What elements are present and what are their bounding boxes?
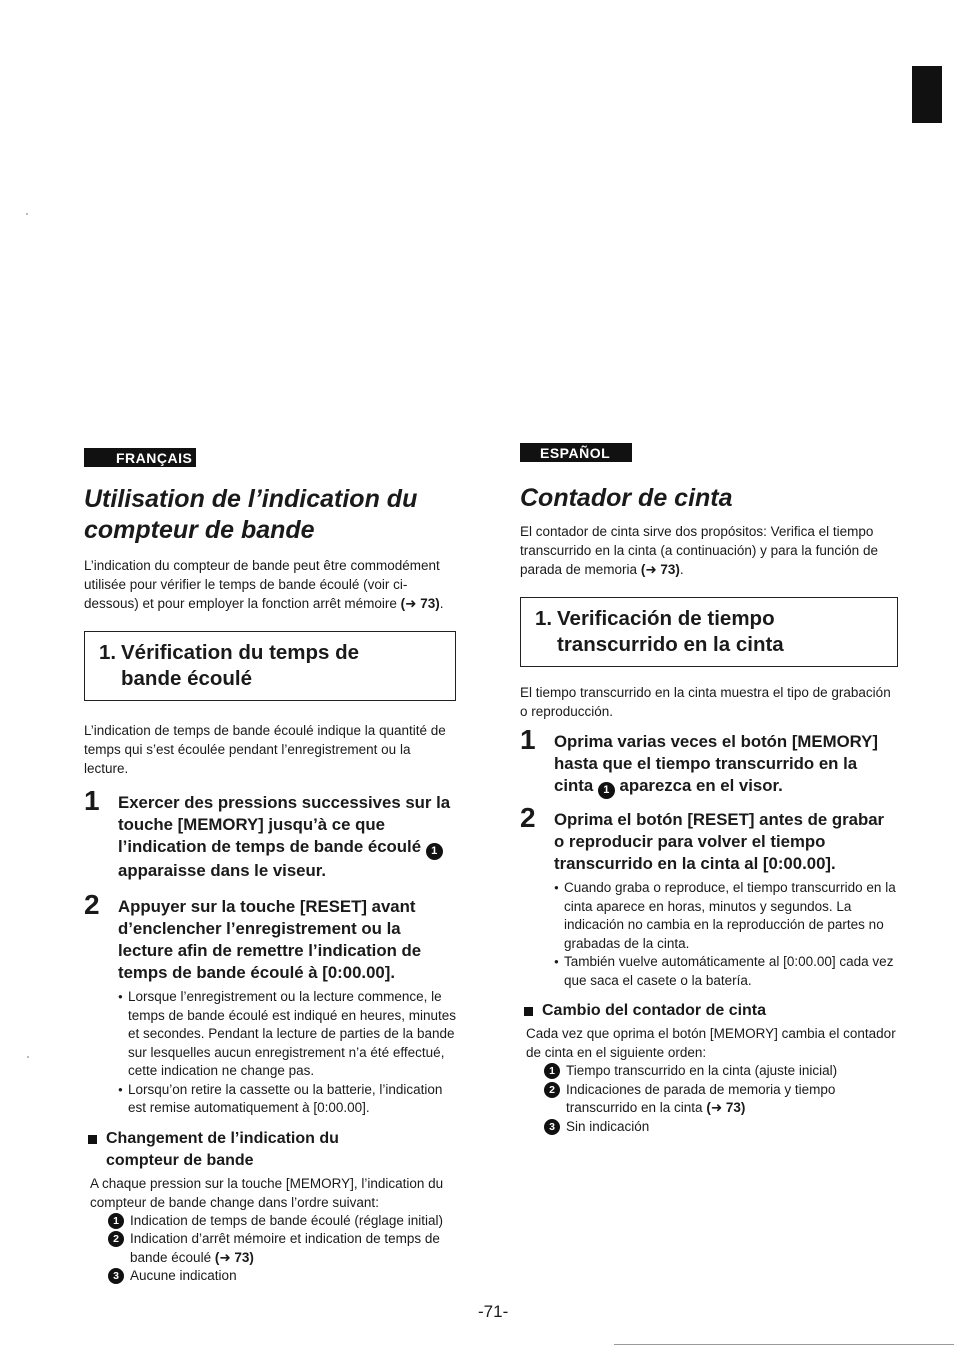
list-item: 1 Tiempo transcurrido en la cinta (ajuste inicial) [520,1062,898,1081]
french-section-heading-box [84,631,456,701]
spanish-intro: El contador de cinta sirve dos propósitos: Verifica el tiempo transcurrido en la cinta (a continuación) y para la función de parada de memoria (➜ 73). [520,524,878,577]
square-bullet-icon [524,1007,533,1016]
step-number: 2 [520,802,536,833]
spanish-subsection-heading: Cambio del contador de cinta [520,1000,898,1022]
spanish-section-paragraph: El tiempo transcurrido en la cinta muestra el tipo de grabación o reproducción. [520,685,891,719]
french-intro: L’indication du compteur de bande peut être commodément utilisée pour vérifier le temps de bande écoulé (voir ci-dessous) et pour employer la fonction arrêt mémoire (➜ 73). [84,558,444,611]
circled-number-1-icon: 1 [108,1213,124,1229]
french-section-paragraph: L’indication de temps de bande écoulé indique la quantité de temps qui s’est écoulée pendant l’enregistrement ou la lecture. [84,723,446,776]
step-number: 1 [520,724,536,755]
list-item: ● Lorsqu’on retire la cassette ou la batterie, l’indication est remise automatiquement à [0:00.00]. [118,1081,456,1118]
list-item: 3 Aucune indication [84,1267,456,1286]
circled-number-3-icon: 3 [544,1119,560,1135]
french-subsection-paragraph: A chaque pression sur la touche [MEMORY], l’indication du compteur de bande change dans l’ordre suivant: [90,1175,444,1210]
circled-number-1-icon: 1 [544,1063,560,1079]
list-item: ● Lorsque l’enregistrement ou la lecture commence, le temps de bande écoulé est indiqué en heures, minutes et secondes. Pendant la lecture de parties de la bande sur lesquelles aucun enregistrement n’a été effectué, cette indication ne change pas. [118,988,456,1081]
french-section-heading: 1. Vérification du temps de bande écoulé [99,641,360,690]
list-item: 2 Indication d’arrêt mémoire et indication de temps de bande écoulé (➜ 73) [84,1230,456,1267]
french-step-2: 2 Appuyer sur la touche [RESET] avant d’enclencher l’enregistrement ou la lecture afin de remettre l’indication de temps de bande écoulé à [0:00.00]. [84,889,422,982]
page-number: -71- [478,1302,509,1321]
spanish-section-heading: 1. Verificación de tiempo transcurrido en la cinta [535,607,784,656]
page-reference: (➜ 73) [640,562,680,577]
list-item: 1 Indication de temps de bande écoulé (réglage initial) [84,1212,456,1231]
french-title-line-1: Utilisation de l’indication du [84,485,418,513]
french-subsection-heading: Changement de l’indication du compteur de bande [84,1128,456,1172]
scan-speck [26,213,28,215]
spanish-step-2: 2 Oprima el botón [RESET] antes de grabar o reproducir para volver el tiempo transcurrido en la cinta al [0:00.00]. [520,802,885,873]
french-column [84,448,456,1286]
chapter-edge-tab [912,66,942,123]
circled-number-1-icon: 1 [598,782,615,799]
spanish-title: Contador de cinta [520,484,733,512]
spanish-column [520,443,898,1136]
spanish-subsection-paragraph: Cada vez que oprima el botón [MEMORY] cambia el contador de cinta en el siguiente orden: [526,1026,896,1060]
circled-number-2-icon: 2 [108,1231,124,1247]
footer-rule [614,1344,954,1345]
step-number: 2 [84,889,100,920]
circled-number-1-icon: 1 [426,843,443,860]
page-reference: (➜ 73) [400,596,440,611]
circled-number-2-icon: 2 [544,1082,560,1098]
step-number: 1 [84,785,100,816]
list-item: 2 Indicaciones de parada de memoria y tiempo transcurrido en la cinta (➜ 73) [520,1081,898,1118]
list-item: 3 Sin indicación [520,1118,898,1137]
spanish-step-1: 1 Oprima varias veces el botón [MEMORY] hasta que el tiempo transcurrido en la cinta 1 aparezca en el visor. [520,731,898,799]
french-title [84,484,456,546]
scan-speck [27,1056,29,1058]
spanish-step-2-notes [554,879,898,990]
language-tag-french: FRANÇAIS [84,448,196,467]
french-title-line-2: compteur de bande [84,516,315,544]
circled-number-3-icon: 3 [108,1268,124,1284]
list-item: ● También vuelve automáticamente al [0:00.00] cada vez que saca el casete o la batería. [554,953,898,990]
list-item: ● Cuando graba o reproduce, el tiempo transcurrido en la cinta aparece en horas, minutos y segundos. La indicación no cambia en la reproducción de partes no grabadas de la cinta. [554,879,898,953]
language-tag-spanish: ESPAÑOL [520,443,632,462]
spanish-section-heading-box [520,597,898,667]
french-step-1: 1 Exercer des pressions successives sur la touche [MEMORY] jusqu’à ce que l’indication de temps de bande écoulé 1 apparaisse dans le viseur. [84,785,451,880]
french-step-2-notes [118,988,456,1118]
square-bullet-icon [88,1135,97,1144]
